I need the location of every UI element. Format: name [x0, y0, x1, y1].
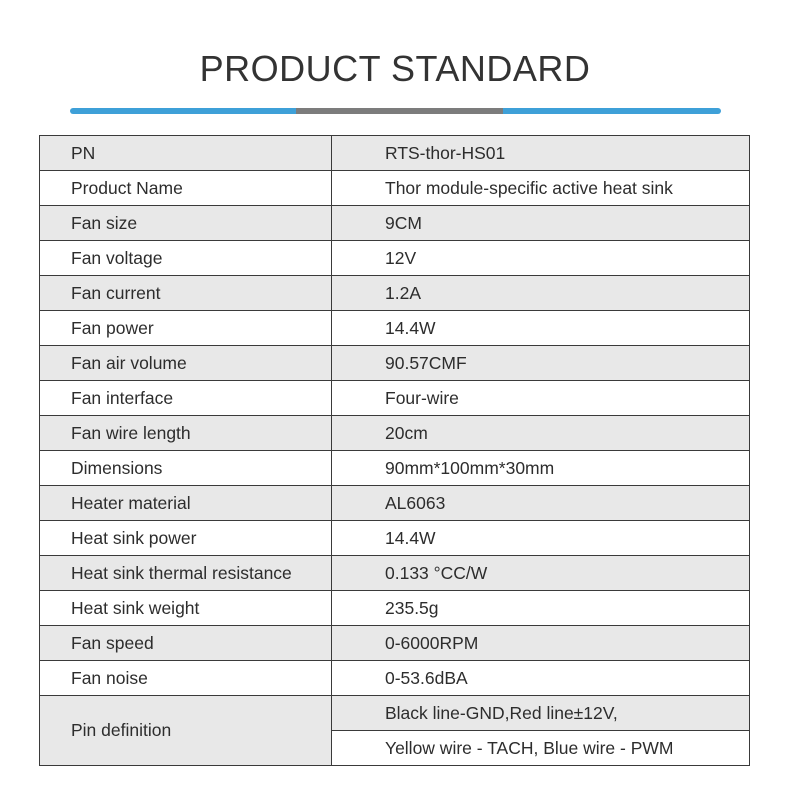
spec-label-pin-definition: Pin definition: [40, 696, 332, 766]
spec-row-pin-definition: [40, 696, 750, 731]
spec-value: 90mm*100mm*30mm: [332, 451, 750, 486]
divider-segment-right: [503, 108, 721, 114]
spec-row: [40, 171, 750, 206]
spec-label: Fan speed: [40, 626, 332, 661]
spec-row: [40, 241, 750, 276]
spec-row: [40, 311, 750, 346]
spec-label: Fan wire length: [40, 416, 332, 451]
spec-label: Heater material: [40, 486, 332, 521]
spec-row: [40, 346, 750, 381]
spec-row: [40, 451, 750, 486]
spec-label: Fan size: [40, 206, 332, 241]
spec-value: 14.4W: [332, 311, 750, 346]
spec-value: 14.4W: [332, 521, 750, 556]
spec-value: AL6063: [332, 486, 750, 521]
spec-label: Fan noise: [40, 661, 332, 696]
spec-label: Fan current: [40, 276, 332, 311]
spec-table: [39, 135, 750, 766]
divider-segment-middle: [296, 108, 503, 114]
spec-label: Product Name: [40, 171, 332, 206]
spec-value: 0-6000RPM: [332, 626, 750, 661]
spec-label: Fan interface: [40, 381, 332, 416]
spec-value: 0-53.6dBA: [332, 661, 750, 696]
spec-label: Heat sink thermal resistance: [40, 556, 332, 591]
spec-value: 9CM: [332, 206, 750, 241]
spec-row: [40, 521, 750, 556]
spec-value: Thor module-specific active heat sink: [332, 171, 750, 206]
spec-value: 12V: [332, 241, 750, 276]
spec-label: Fan air volume: [40, 346, 332, 381]
spec-label: Dimensions: [40, 451, 332, 486]
spec-row: [40, 626, 750, 661]
spec-label: Fan power: [40, 311, 332, 346]
spec-value: RTS-thor-HS01: [332, 136, 750, 171]
spec-row: [40, 416, 750, 451]
page-title: PRODUCT STANDARD: [199, 48, 591, 89]
title-divider: [70, 108, 721, 114]
spec-row: [40, 381, 750, 416]
spec-label: Heat sink power: [40, 521, 332, 556]
spec-table-body: [40, 136, 750, 766]
spec-value: 20cm: [332, 416, 750, 451]
spec-value-pin-line1: Black line-GND,Red line±12V,: [332, 696, 750, 731]
spec-row: [40, 486, 750, 521]
divider-segment-left: [70, 108, 296, 114]
spec-row: [40, 276, 750, 311]
spec-label: Fan voltage: [40, 241, 332, 276]
spec-value-pin-line2: Yellow wire - TACH, Blue wire - PWM: [332, 731, 750, 766]
spec-row: [40, 556, 750, 591]
spec-value: 0.133 °CC/W: [332, 556, 750, 591]
spec-row: [40, 206, 750, 241]
spec-value: 90.57CMF: [332, 346, 750, 381]
spec-value: 235.5g: [332, 591, 750, 626]
spec-value: Four-wire: [332, 381, 750, 416]
spec-label: PN: [40, 136, 332, 171]
spec-label: Heat sink weight: [40, 591, 332, 626]
spec-row: [40, 661, 750, 696]
spec-row: [40, 136, 750, 171]
spec-row: [40, 591, 750, 626]
spec-value: 1.2A: [332, 276, 750, 311]
